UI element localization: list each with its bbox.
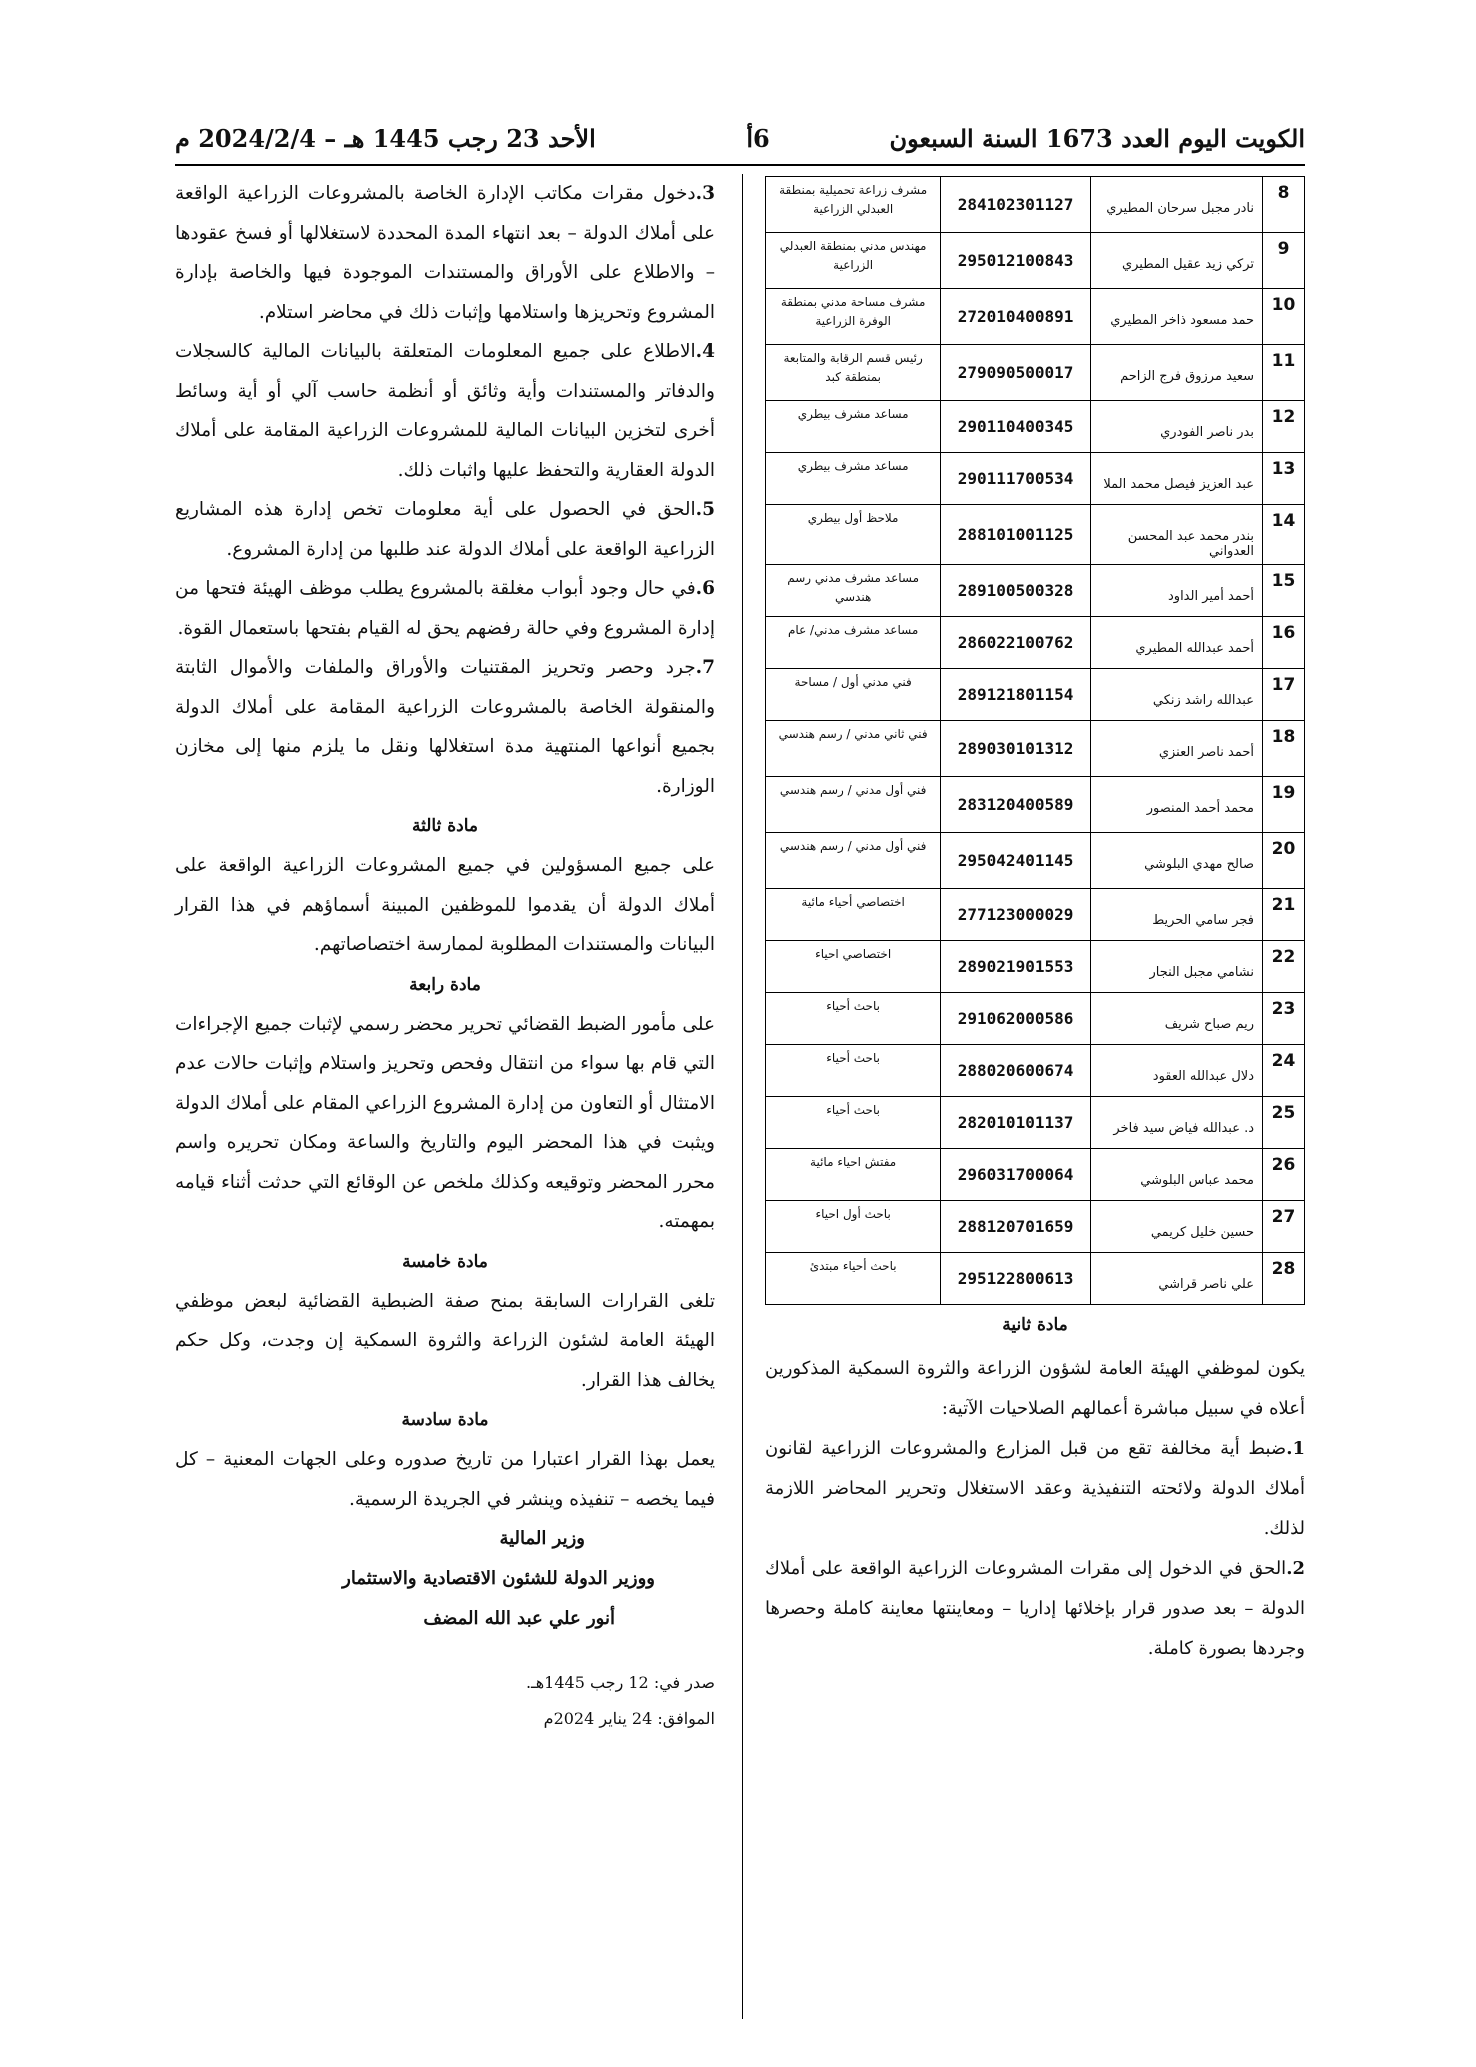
right-column [765,176,1305,1669]
row-number: 14 [1263,505,1305,565]
row-number: 15 [1263,565,1305,617]
row-number: 21 [1263,889,1305,941]
article-two-title: مادة ثانية [1002,1315,1068,1335]
article-six-title: مادة سادسة [401,1410,489,1430]
table-row [766,1201,1305,1253]
row-number: 26 [1263,1149,1305,1201]
job-title: فني ثاني مدني / رسم هندسي [766,721,941,777]
job-title: ملاحظ أول بيطري [766,505,941,565]
table-row [766,401,1305,453]
row-number: 17 [1263,669,1305,721]
row-number: 10 [1263,289,1305,345]
civil-id: 290110400345 [941,401,1091,453]
employee-name: د. عبدالله فياض سيد فاخر [1090,1097,1262,1149]
employee-name: نادر مجبل سرحان المطيري [1090,177,1262,233]
article-three-title: مادة ثالثة [411,816,479,836]
row-number: 18 [1263,721,1305,777]
row-number: 9 [1263,233,1305,289]
table-row [766,453,1305,505]
civil-id: 272010400891 [941,289,1091,345]
job-title: مفتش احياء مائية [766,1149,941,1201]
table-row [766,1097,1305,1149]
civil-id: 286022100762 [941,617,1091,669]
civil-id: 288020600674 [941,1045,1091,1097]
issued-gregorian: الموافق: 24 يناير 2024م [543,1709,715,1728]
table-row [766,993,1305,1045]
civil-id: 289021901553 [941,941,1091,993]
employee-name: علي ناصر قراشي [1090,1253,1262,1305]
table-row [766,233,1305,289]
job-title: مساعد مشرف مدني رسم هندسي [766,565,941,617]
item-4: 4.الاطلاع على جميع المعلومات المتعلقة بالبيانات المالية كالسجلات والدفاتر والمستندات وأية وثائق أو أنظمة حاسب آلي أو أية وسائط أخرى لتخزين البيانات المالية للمشروعات الزراعية المقامة على أملاك الدولة العقارية والتحفظ عليها واثبات ذلك. [175,341,715,481]
civil-id: 288120701659 [941,1201,1091,1253]
table-row [766,669,1305,721]
civil-id: 277123000029 [941,889,1091,941]
employee-name: حسين خليل كريمي [1090,1201,1262,1253]
job-title: مساعد مشرف مدني/ عام [766,617,941,669]
issued-hijri: صدر في: 12 رجب 1445هـ. [525,1673,715,1692]
row-number: 8 [1263,177,1305,233]
header-rule [175,164,1305,166]
job-title: مساعد مشرف بيطري [766,453,941,505]
article-five-text: تلغى القرارات السابقة بمنح صفة الضبطية القضائية لبعض موظفي الهيئة العامة لشئون الزراعة والثروة السمكية إن وجدت، وكل حكم يخالف هذا القرار. [175,1290,715,1391]
article-two [765,1315,1305,1669]
left-column [175,174,715,1737]
article-six-text: يعمل بهذا القرار اعتبارا من تاريخ صدوره وعلى الجهات المعنية – كل فيما يخصه – تنفيذه وينشر في الجريدة الرسمية. [175,1449,715,1510]
row-number: 11 [1263,345,1305,401]
employee-name: عبدالله راشد زنكي [1090,669,1262,721]
employee-name: تركي زيد عقيل المطيري [1090,233,1262,289]
table-row [766,1149,1305,1201]
employee-name: ريم صباح شريف [1090,993,1262,1045]
row-number: 24 [1263,1045,1305,1097]
article-five-title: مادة خامسة [402,1251,488,1272]
civil-id: 290111700534 [941,453,1091,505]
row-number: 23 [1263,993,1305,1045]
article-four-text: على مأمور الضبط القضائي تحرير محضر رسمي لإثبات جميع الإجراءات التي قام بها سواء من انتقال وفحص وتحريز واستلام وإثبات حالات عدم الامتثال أو التعاون من إدارة المشروع الزراعي المقام على أملاك الدولة ويثبت في هذا المحضر اليوم والتاريخ والساعة ومكان تحريره واسم محرر المحضر وتوقيعه وكذلك ملخص عن الوقائع التي حدثت أثناء قيامه بمهمته. [175,1013,715,1232]
table-row [766,345,1305,401]
table-row [766,777,1305,833]
employees-table [765,176,1305,1305]
civil-id: 284102301127 [941,177,1091,233]
civil-id: 283120400589 [941,777,1091,833]
employee-name: صالح مهدي البلوشي [1090,833,1262,889]
table-row [766,617,1305,669]
item-3: 3.دخول مقرات مكاتب الإدارة الخاصة بالمشروعات الزراعية الواقعة على أملاك الدولة – بعد انتهاء المدة المحددة لاستغلالها أو فسخ عقودها – والاطلاع على الأوراق والمستندات الموجودة فيها والخاصة بإدارة المشروع وتحريزها واستلامها وإثبات ذلك في محاضر استلام. [175,183,715,323]
civil-id: 295042401145 [941,833,1091,889]
job-title: فني مدني أول / مساحة [766,669,941,721]
job-title: اختصاصي احياء [766,941,941,993]
job-title: باحث أحياء [766,993,941,1045]
employee-name: بدر ناصر الفودري [1090,401,1262,453]
civil-id: 282010101137 [941,1097,1091,1149]
table-row [766,721,1305,777]
employee-name: أحمد عبدالله المطيري [1090,617,1262,669]
header-page-number: 6أ [746,124,770,153]
job-title: رئيس قسم الرقابة والمتابعة بمنطقة كبد [766,345,941,401]
row-number: 28 [1263,1253,1305,1305]
row-number: 19 [1263,777,1305,833]
civil-id: 295122800613 [941,1253,1091,1305]
row-number: 27 [1263,1201,1305,1253]
header-issue-info: الكويت اليوم العدد 1673 السنة السبعون [889,124,1305,153]
civil-id: 289100500328 [941,565,1091,617]
item-7: 7.جرد وحصر وتحريز المقتنيات والأوراق والملفات والأموال الثابتة والمنقولة الخاصة بالمشروعات الزراعية المقامة على أملاك الدولة بجميع أنواعها المنتهية مدة استغلالها ونقل ما يلزم منها إلى مخازن الوزارة. [175,657,715,797]
table-row [766,1045,1305,1097]
employee-name: دلال عبدالله العقود [1090,1045,1262,1097]
table-row [766,833,1305,889]
job-title: باحث أحياء [766,1045,941,1097]
table-row [766,889,1305,941]
issued-date [175,1665,715,1737]
item-5: 5.الحق في الحصول على أية معلومات تخص إدارة هذه المشاريع الزراعية الواقعة على أملاك الدولة عند طلبها من إدارة المشروع. [175,499,715,560]
table-row [766,941,1305,993]
job-title: اختصاصي أحياء مائية [766,889,941,941]
signature-name: أنور علي عبد الله المضف [423,1608,615,1629]
employee-name: حمد مسعود ذاخر المطيري [1090,289,1262,345]
employee-name: عبد العزيز فيصل محمد الملا [1090,453,1262,505]
job-title: فني أول مدني / رسم هندسي [766,777,941,833]
civil-id: 289030101312 [941,721,1091,777]
civil-id: 295012100843 [941,233,1091,289]
job-title: باحث أول احياء [766,1201,941,1253]
header-date: الأحد 23 رجب 1445 هـ – 2024/2/4 م [175,124,596,153]
table-row [766,177,1305,233]
job-title: فني أول مدني / رسم هندسي [766,833,941,889]
civil-id: 296031700064 [941,1149,1091,1201]
job-title: باحث أحياء مبتدئ [766,1253,941,1305]
job-title: مشرف زراعة تحميلية بمنطقة العبدلي الزراعية [766,177,941,233]
signature-title-1: وزير المالية [499,1528,585,1549]
employee-name: نشامي مجبل النجار [1090,941,1262,993]
table-row [766,565,1305,617]
employee-name: محمد أحمد المنصور [1090,777,1262,833]
row-number: 20 [1263,833,1305,889]
job-title: مساعد مشرف بيطري [766,401,941,453]
article-two-item-2: 2.الحق في الدخول إلى مقرات المشروعات الزراعية الواقعة على أملاك الدولة – بعد صدور قرار بإخلائها إداريا – ومعاينتها معاينة كاملة وحصرها وجردها بصورة كاملة. [765,1558,1305,1659]
job-title: مهندس مدني بمنطقة العبدلي الزراعية [766,233,941,289]
signature-title-2: ووزير الدولة للشئون الاقتصادية والاستثمار [342,1568,655,1589]
row-number: 25 [1263,1097,1305,1149]
employee-name: فجر سامي الحريط [1090,889,1262,941]
row-number: 13 [1263,453,1305,505]
job-title: باحث أحياء [766,1097,941,1149]
employee-name: أحمد أمير الداود [1090,565,1262,617]
employee-name: أحمد ناصر العنزي [1090,721,1262,777]
civil-id: 288101001125 [941,505,1091,565]
job-title: مشرف مساحة مدني بمنطقة الوفرة الزراعية [766,289,941,345]
article-two-item-1: 1.ضبط أية مخالفة تقع من قبل المزارع والمشروعات الزراعية لقانون أملاك الدولة ولائحته التنفيذية وعقد الاستغلال وتحرير المحاضر اللازمة لذلك. [765,1438,1305,1539]
table-row [766,1253,1305,1305]
employee-name: بندر محمد عبد المحسن العدواني [1090,505,1262,565]
row-number: 16 [1263,617,1305,669]
civil-id: 289121801154 [941,669,1091,721]
article-four-title: مادة رابعة [409,974,481,995]
article-two-intro: يكون لموظفي الهيئة العامة لشؤون الزراعة والثروة السمكية المذكورين أعلاه في سبيل مباشرة أعمالهم الصلاحيات الآتية: [765,1358,1305,1419]
table-row [766,505,1305,565]
employee-name: سعيد مرزوق فرج الزاحم [1090,345,1262,401]
row-number: 12 [1263,401,1305,453]
page-header [175,118,1305,158]
table-row [766,289,1305,345]
civil-id: 291062000586 [941,993,1091,1045]
item-6: 6.في حال وجود أبواب مغلقة بالمشروع يطلب موظف الهيئة فتحها من إدارة المشروع وفي حالة رفضهم يحق له القيام بفتحها باستعمال القوة. [175,578,715,639]
employee-name: محمد عباس البلوشي [1090,1149,1262,1201]
civil-id: 279090500017 [941,345,1091,401]
article-three-text: على جميع المسؤولين في جميع المشروعات الزراعية الواقعة على أملاك الدولة أن يقدموا للموظفين المبينة أسماؤهم في هذا القرار البيانات والمستندات المطلوبة لممارسة اختصاصاتهم. [175,855,715,955]
row-number: 22 [1263,941,1305,993]
column-divider [742,174,743,2019]
